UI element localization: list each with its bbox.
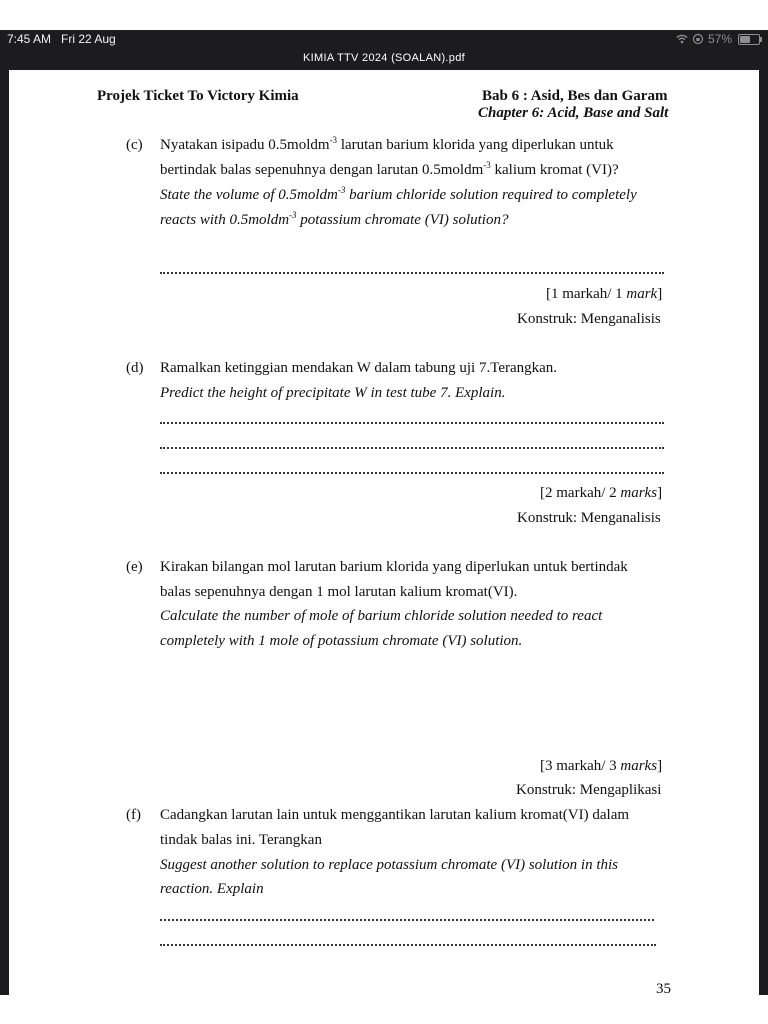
question-d-marks: [2 markah/ 2 marks]: [540, 485, 663, 501]
question-c-ms-line1: Nyatakan isipadu 0.5moldm$^{-3}$ larutan barium klorida yang diperlukan untuk: [160, 135, 614, 153]
answer-line-d-3[interactable]: [160, 460, 664, 474]
question-e-construct: Konstruk: Mengaplikasi: [516, 782, 662, 798]
question-d-construct: Konstruk: Menganalisis: [517, 510, 661, 526]
question-e-en-line2: completely with 1 mole of potassium chromate (VI) solution.: [160, 633, 523, 649]
wifi-icon: [676, 33, 688, 45]
question-f-label: (f): [126, 807, 141, 823]
question-d-ms: Ramalkan ketinggian mendakan W dalam tabung uji 7.Terangkan.: [160, 360, 558, 376]
question-c-construct: Konstruk: Menganalisis: [517, 311, 661, 327]
answer-line-f-1[interactable]: [160, 907, 654, 921]
battery-icon: [738, 34, 760, 45]
answer-line-f-2[interactable]: [160, 932, 656, 946]
status-left: [7, 32, 126, 46]
battery-percent: 57%: [707, 32, 732, 46]
screen-top: [0, 0, 768, 30]
status-date: Fri 22 Aug: [61, 32, 116, 46]
answer-line-d-2[interactable]: [160, 435, 664, 449]
status-right: [676, 32, 760, 46]
document-title-bar[interactable]: [0, 48, 768, 70]
answer-line-c[interactable]: [160, 260, 664, 274]
status-time: 7:45 AM: [7, 32, 52, 46]
header-chapter-en: Chapter 6: Acid, Base and Salt: [478, 105, 669, 121]
question-d-label: (d): [126, 360, 144, 376]
page-number: 35: [656, 981, 671, 997]
question-e-en-line1: Calculate the number of mole of barium chloride solution needed to react: [160, 608, 603, 624]
question-e-ms-line1: Kirakan bilangan mol larutan barium klorida yang diperlukan untuk bertindak: [160, 559, 628, 575]
battery-fill: [740, 36, 750, 43]
question-e-label: (e): [126, 559, 143, 575]
question-d-en: Predict the height of precipitate W in test tube 7. Explain.: [160, 385, 506, 401]
status-bar: [0, 30, 768, 48]
document-title: KIMIA TTV 2024 (SOALAN).pdf: [303, 52, 465, 64]
question-f-en-line2: reaction. Explain: [160, 881, 264, 897]
screen-bottom: [0, 995, 768, 1024]
question-e-marks: [3 markah/ 3 marks]: [540, 758, 663, 774]
header-chapter-ms: Bab 6 : Asid, Bes dan Garam: [482, 88, 668, 104]
orientation-lock-icon: [692, 33, 704, 45]
question-c-en-line1: State the volume of 0.5moldm$^{-3}$ barium chloride solution required to completely: [160, 185, 637, 203]
question-c-en-line2: reacts with 0.5moldm$^{-3}$ potassium chromate (VI) solution?: [160, 210, 509, 228]
header-project-title: Projek Ticket To Victory Kimia: [97, 88, 299, 104]
question-c-ms-line2: bertindak balas sepenuhnya dengan larutan 0.5moldm$^{-3}$ kalium kromat (VI)?: [160, 160, 619, 178]
question-c-label: (c): [126, 137, 143, 153]
question-c-marks: [1 markah/ 1 mark]: [546, 286, 663, 302]
question-e-ms-line2: balas sepenuhnya dengan 1 mol larutan kalium kromat(VI).: [160, 584, 518, 600]
question-f-ms-line1: Cadangkan larutan lain untuk menggantikan larutan kalium kromat(VI) dalam: [160, 807, 630, 823]
question-f-ms-line2: tindak balas ini. Terangkan: [160, 832, 322, 848]
question-f-en-line1: Suggest another solution to replace potassium chromate (VI) solution in this: [160, 857, 619, 873]
answer-line-d-1[interactable]: [160, 410, 664, 424]
